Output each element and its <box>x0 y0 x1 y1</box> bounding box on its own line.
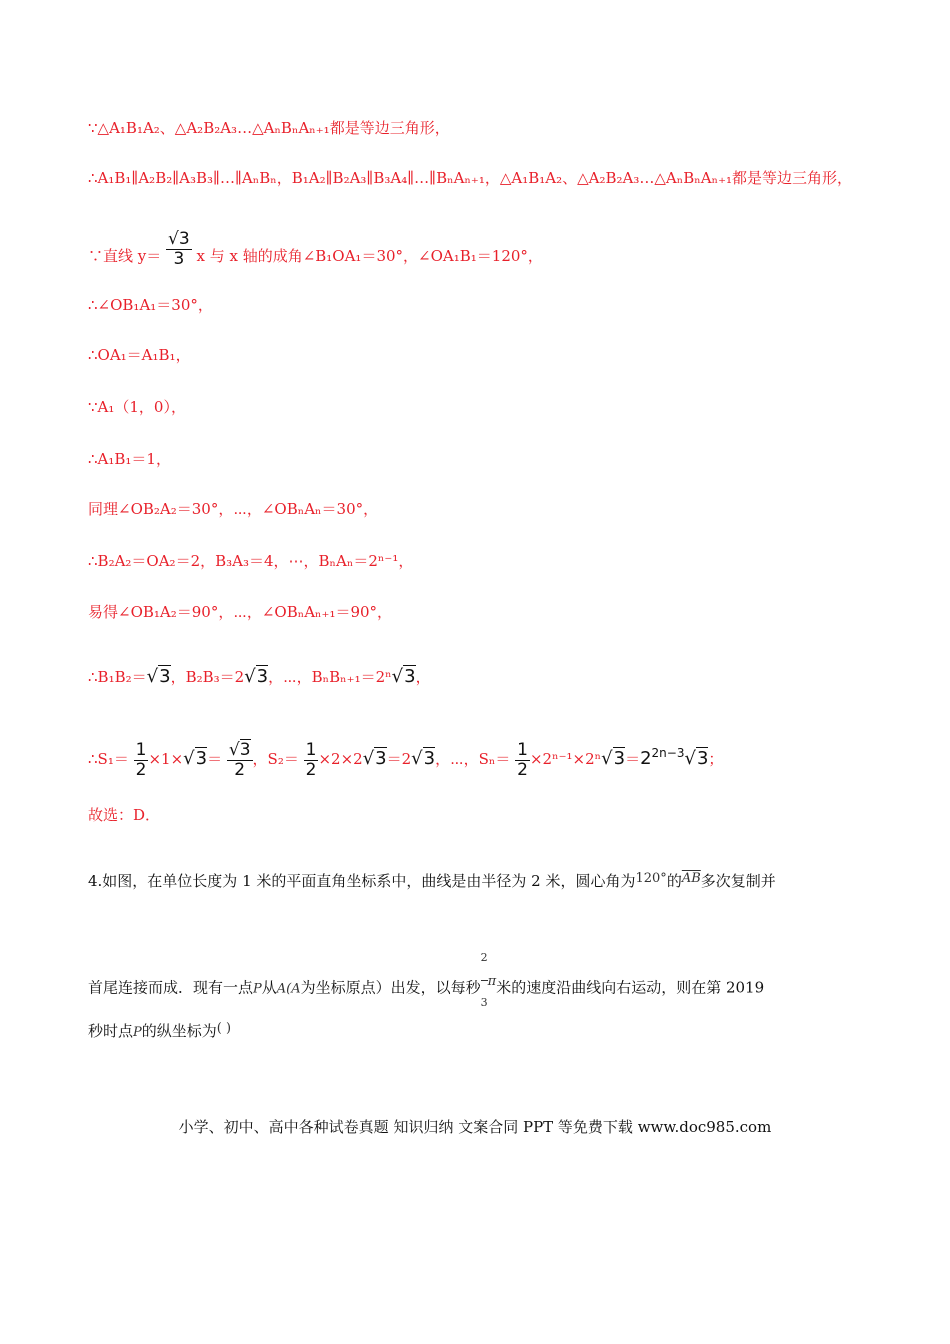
fraction-one-half <box>134 739 149 780</box>
l12-part-k: ； <box>708 750 724 768</box>
power-exponent: 2n−3 <box>651 746 685 760</box>
q4-text-f: 为坐标原点）出发，以每秒 <box>300 978 481 997</box>
solution-line-4: ∴∠OB₁A₁＝30°， <box>88 296 213 314</box>
point-p-label: P <box>133 1025 142 1040</box>
l12-part-e: ×2×2 <box>318 750 363 768</box>
radicand: 3 <box>423 748 436 769</box>
q4-text-b: 的 <box>666 872 682 890</box>
line-3-suffix: x 与 x 轴的成角∠B₁OA₁＝30°，∠OA₁B₁＝120°， <box>196 247 543 265</box>
solution-line-5: ∴OA₁＝A₁B₁， <box>88 346 191 364</box>
solution-line-1: ∵△A₁B₁A₂、△A₂B₂A₃…△AₙBₙAₙ₊₁都是等边三角形， <box>88 119 450 137</box>
l12-part-c: ＝ <box>207 750 223 768</box>
radicand: 3 <box>404 666 416 687</box>
solution-line-7: ∴A₁B₁＝1， <box>88 450 171 468</box>
fraction-denominator: 2 <box>135 759 147 780</box>
l12-part-g: ，⋯，Sₙ＝ <box>435 750 511 768</box>
sqrt3-symbol: √3 <box>411 748 436 769</box>
fraction-one-half <box>304 739 319 780</box>
l11-part-d: ， <box>415 668 431 686</box>
fraction-numerator: √3 <box>168 228 190 249</box>
q4-text-a: 4.如图，在单位长度为 1 米的平面直角坐标系中，曲线是由半径为 2 米，圆心角为 <box>88 872 636 890</box>
l11-part-c: ，⋯，BₙBₙ₊₁＝2ⁿ <box>268 668 392 686</box>
radicand: 3 <box>256 666 269 687</box>
q4-text-e: 从 <box>261 978 277 997</box>
l12-part-f: ＝2 <box>386 750 412 768</box>
fraction-numerator: 1 <box>305 739 317 760</box>
sqrt3-symbol: √3 <box>601 748 626 769</box>
solution-line-11 <box>88 664 431 690</box>
sqrt3-symbol: √3 <box>244 666 269 687</box>
answer-line: 故选：D． <box>88 806 161 824</box>
pi-symbol: π <box>487 973 497 989</box>
sqrt3-symbol: √3 <box>183 748 208 769</box>
fraction-numerator: 1 <box>517 739 528 760</box>
radicand: 3 <box>375 748 387 769</box>
point-a-label: A(A <box>276 981 301 997</box>
sqrt3-symbol: √3 <box>684 748 709 769</box>
line-3-prefix: ∵直线 y＝ <box>88 247 162 265</box>
solution-line-6: ∵A₁（1，0）， <box>88 398 186 416</box>
point-p-label: P <box>253 981 262 997</box>
q4-text-c: 多次复制并 <box>700 872 776 890</box>
sqrt3-symbol: √3 <box>146 666 171 687</box>
fraction-denominator: 2 <box>305 759 317 780</box>
radicand: 3 <box>613 748 626 769</box>
radicand: 3 <box>195 748 208 769</box>
q4-text-i: 的纵坐标为 <box>141 1022 217 1040</box>
fraction-denominator: 2 <box>517 759 528 780</box>
solution-line-2: ∴A₁B₁∥A₂B₂∥A₃B₃∥…∥AₙBₙ，B₁A₂∥B₂A₃∥B₃A₄∥…∥BₙAₙ₊₁，△A₁B₁A₂、△A₂B₂A₃…△AₙBₙAₙ₊₁都是等边三角形， <box>88 169 853 187</box>
solution-line-3 <box>88 228 543 276</box>
sqrt3-symbol: √3 <box>391 666 416 687</box>
solution-line-8: 同理∠OB₂A₂＝30°，⋯，∠OBₙAₙ＝30°， <box>88 500 379 518</box>
l11-part-a: ∴B₁B₂＝ <box>88 668 147 686</box>
l12-part-h: ×2ⁿ⁻¹×2ⁿ <box>529 750 602 768</box>
l11-part-b: ，B₂B₃＝2 <box>170 668 245 686</box>
fraction-numerator: 1 <box>135 739 147 760</box>
fraction-denominator: 2 <box>234 759 246 780</box>
power-base: $2^{2n-3}$ <box>640 746 685 769</box>
radicand: 3 <box>159 666 171 687</box>
question-4-line-1 <box>88 870 776 891</box>
question-4-line-3 <box>88 1020 231 1041</box>
page-footer: 小学、初中、高中各种试卷真题 知识归纳 文案合同 PPT 等免费下载 www.doc985.com <box>178 1118 772 1136</box>
q4-text-g: 米的速度沿曲线向右运动，则在第 2019 <box>496 978 765 997</box>
solution-line-9: ∴B₂A₂＝OA₂＝2，B₃A₃＝4，⋯，BₙAₙ＝2ⁿ⁻¹， <box>88 552 414 570</box>
sqrt3-symbol: √3 <box>362 748 387 769</box>
solution-line-12 <box>88 728 723 784</box>
speed-fraction <box>481 936 488 1025</box>
l12-part-i: ＝ <box>625 750 641 768</box>
arc-label: $\overline{AB}$ <box>681 871 701 886</box>
radicand: 3 <box>239 739 251 760</box>
l12-part-b: ×1× <box>148 750 184 768</box>
radicand: 3 <box>696 748 709 769</box>
q4-text-h: 秒时点 <box>88 1022 134 1040</box>
fraction-sqrt3-over-3 <box>166 228 192 269</box>
fraction-denominator: 3 <box>480 996 488 1009</box>
angle-value: 120° <box>635 871 667 886</box>
solution-line-10: 易得∠OB₁A₂＝90°，⋯，∠OBₙAₙ₊₁＝90°， <box>88 603 393 621</box>
answer-parentheses: ( ) <box>216 1021 232 1036</box>
l12-part-a: ∴S₁＝ <box>88 750 129 768</box>
fraction-one-half <box>515 739 530 780</box>
fraction-denominator: 3 <box>173 248 185 269</box>
fraction-numerator: √3 <box>228 739 251 760</box>
q4-text-d: 首尾连接而成．现有一点 <box>88 978 254 997</box>
l12-part-d: ，S₂＝ <box>252 750 299 768</box>
fraction-sqrt3-over-2 <box>227 739 253 780</box>
fraction-numerator: 2 <box>481 936 488 981</box>
